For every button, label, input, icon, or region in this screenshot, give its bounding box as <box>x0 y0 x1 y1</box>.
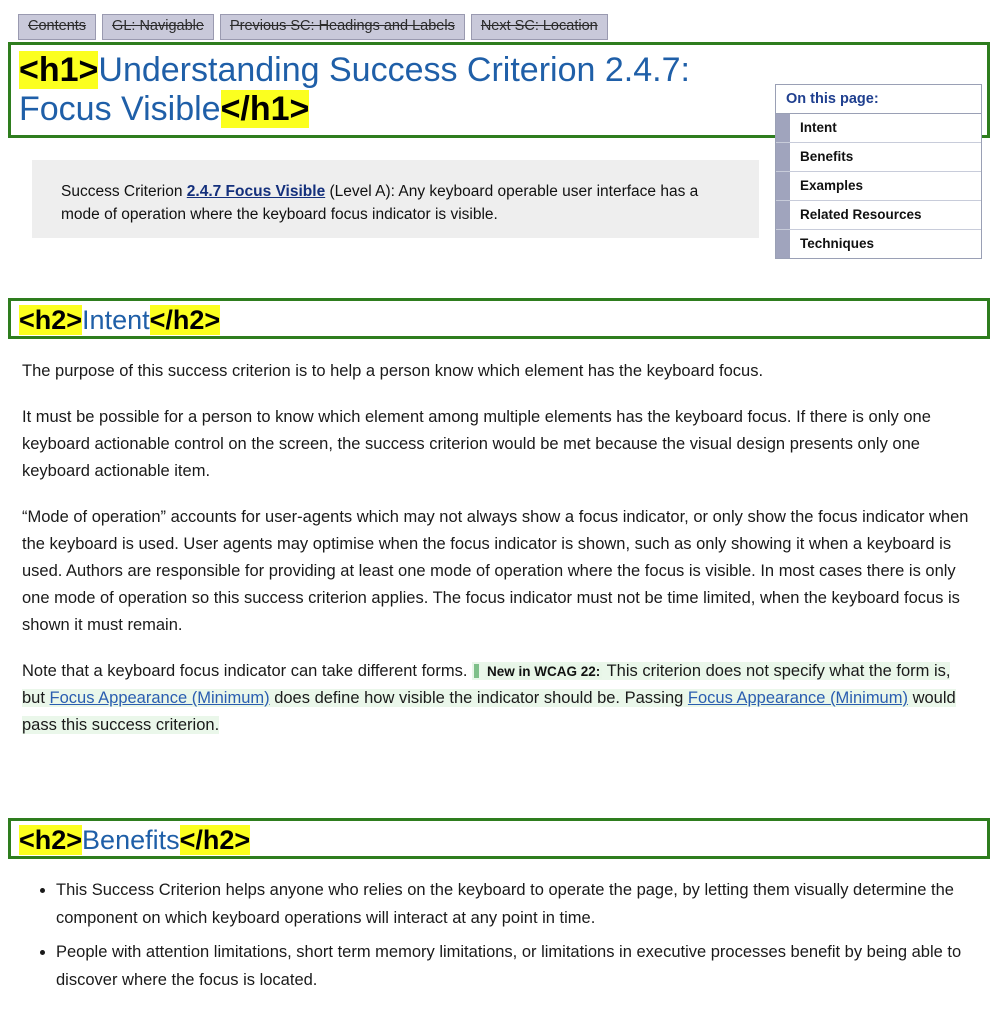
criterion-link-2-4-7-focus-visible[interactable]: 2.4.7 Focus Visible <box>186 183 326 200</box>
intent-paragraph-3: “Mode of operation” accounts for user-agents which may not always show a focus indicator, or only show the focus indicator when the keyboard is used. User agents may optimise when the focus indicator is shown, such as only showing it when a keyboard is used. Authors are responsible for providing at least one mode of operation where the focus is visible. In most cases there is only one mode of operation so this success criterion applies. The focus indicator must not be time limited, when the keyboard focus is shown it must remain. <box>22 508 969 634</box>
section-heading-intent <box>19 303 979 338</box>
intent-paragraph-4-part-2: This criterion does not specify what the form is, but <box>22 662 951 707</box>
nav-link-contents[interactable]: Contents <box>18 14 96 40</box>
section-heading-intent-box <box>8 298 990 339</box>
toc-item-examples[interactable] <box>776 172 981 201</box>
intent-paragraph-4-part-3: does define how visible the indicator should be. Passing <box>269 689 688 707</box>
intent-paragraph-2: It must be possible for a person to know which element among multiple elements has the keyboard focus. If there is only one keyboard actionable control on the screen, the success criterion would be met because the visual design presents only one keyboard actionable item. <box>22 408 931 480</box>
criterion-text: (Level A): Any keyboard operable user interface has a mode of operation where the keyboard focus indicator is visible. <box>61 183 699 223</box>
h2-close-tag-label: </h2> <box>149 305 221 335</box>
toc-item-intent[interactable] <box>776 114 981 143</box>
breadcrumb-nav <box>18 14 608 40</box>
section-heading-benefits-text: Benefits <box>82 825 180 855</box>
nav-link-next-sc[interactable]: Next SC: Location <box>471 14 608 40</box>
success-criterion-blockquote <box>32 160 759 238</box>
section-heading-benefits <box>19 823 979 858</box>
h2-open-tag-label: <h2> <box>19 825 83 855</box>
h1-open-tag-label: <h1> <box>19 51 99 89</box>
toc-item-label: Benefits <box>800 149 854 164</box>
page-title-text-line-2: Focus Visible <box>19 90 221 128</box>
toc-item-label: Examples <box>800 178 864 193</box>
toc-item-label: Techniques <box>800 236 875 251</box>
intent-paragraph-4 <box>22 658 972 739</box>
nav-link-previous-sc[interactable]: Previous SC: Headings and Labels <box>220 14 465 40</box>
nav-link-guideline-navigable[interactable]: GL: Navigable <box>102 14 214 40</box>
section-heading-intent-text: Intent <box>82 305 150 335</box>
on-this-page-panel <box>775 84 982 259</box>
intent-paragraph-1: The purpose of this success criterion is to help a person know which element has the keyboard focus. <box>22 362 764 380</box>
toc-item-benefits[interactable] <box>776 143 981 172</box>
intent-paragraph-4-part-1: Note that a keyboard focus indicator can take different forms. <box>22 662 473 680</box>
toc-item-techniques[interactable] <box>776 230 981 258</box>
section-heading-benefits-box <box>8 818 990 859</box>
new-in-wcag-marker-icon <box>474 664 479 678</box>
h2-open-tag-label: <h2> <box>19 305 83 335</box>
new-in-wcag-badge: New in WCAG 22: <box>487 664 601 679</box>
criterion-prefix: Success Criterion <box>61 183 187 200</box>
toc-item-label: Related Resources <box>800 207 922 222</box>
h1-close-tag-label: </h1> <box>220 90 310 128</box>
link-focus-appearance-minimum-2[interactable]: Focus Appearance (Minimum) <box>687 689 908 707</box>
h2-close-tag-label: </h2> <box>179 825 251 855</box>
intent-paragraph-4-part-4: would pass this success criterion. <box>22 689 956 734</box>
benefits-list <box>22 876 972 994</box>
page-title-text-line-1: Understanding Success Criterion 2.4.7: <box>98 51 690 89</box>
list-item: • People with attention limitations, short term memory limitations, or limitations in executive processes benefit by being able to discover where the focus is located. <box>56 938 972 994</box>
on-this-page-heading: On this page: <box>776 85 981 114</box>
link-focus-appearance-minimum-1[interactable]: Focus Appearance (Minimum) <box>49 689 270 707</box>
toc-item-label: Intent <box>800 120 837 135</box>
intent-section-body <box>22 358 972 758</box>
benefits-section-body <box>22 876 972 1000</box>
toc-item-related-resources[interactable] <box>776 201 981 230</box>
list-item: • This Success Criterion helps anyone who relies on the keyboard to operate the page, by letting them visually determine the component on which keyboard operations will interact at any point in time. <box>56 876 972 932</box>
